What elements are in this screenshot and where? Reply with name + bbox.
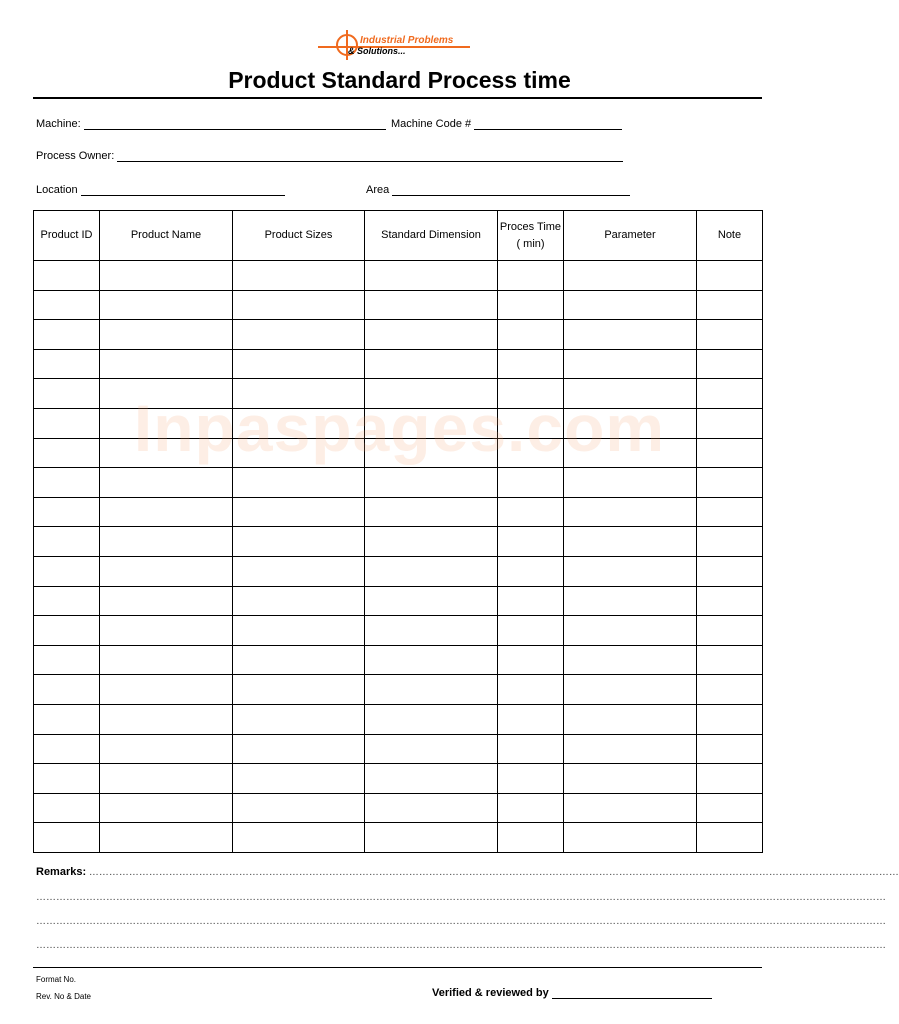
table-cell[interactable] [365, 527, 498, 557]
table-cell[interactable] [34, 586, 100, 616]
location-input-line[interactable] [81, 194, 285, 196]
table-cell[interactable] [564, 675, 697, 705]
remarks-line-2[interactable]: ………………………………………………………………………………………………………………………………………………………………………………………………………………………………… [36, 892, 886, 903]
table-cell[interactable] [233, 586, 365, 616]
table-cell[interactable] [365, 320, 498, 350]
table-cell[interactable] [100, 349, 233, 379]
table-row [34, 497, 763, 527]
table-row [34, 320, 763, 350]
logo-line-1: Industrial Problems [360, 35, 454, 46]
table-cell[interactable] [34, 645, 100, 675]
table-row [34, 527, 763, 557]
table-cell[interactable] [34, 527, 100, 557]
table-row [34, 704, 763, 734]
table-cell[interactable] [498, 556, 564, 586]
table-cell[interactable] [564, 261, 697, 291]
table-row [34, 349, 763, 379]
table-row [34, 645, 763, 675]
table-cell[interactable] [697, 645, 763, 675]
table-cell[interactable] [564, 320, 697, 350]
table-cell[interactable] [100, 556, 233, 586]
page-title: Product Standard Process time [228, 67, 571, 93]
table-cell[interactable] [233, 616, 365, 646]
table-cell[interactable] [34, 408, 100, 438]
table-cell[interactable] [233, 290, 365, 320]
table-cell[interactable] [100, 734, 233, 764]
table-cell[interactable] [697, 675, 763, 705]
header-product-sizes: Product Sizes [233, 211, 365, 261]
table-cell[interactable] [233, 320, 365, 350]
table-cell[interactable] [564, 497, 697, 527]
table-cell[interactable] [233, 704, 365, 734]
verified-field [432, 987, 712, 999]
table-cell[interactable] [498, 320, 564, 350]
table-cell[interactable] [498, 527, 564, 557]
table-cell[interactable] [564, 438, 697, 468]
table-cell[interactable] [365, 261, 498, 291]
table-cell[interactable] [697, 527, 763, 557]
table-cell[interactable] [34, 261, 100, 291]
header-process-time-line2: ( min) [516, 237, 545, 250]
table-cell[interactable] [233, 793, 365, 823]
table-cell[interactable] [100, 261, 233, 291]
table-cell[interactable] [34, 556, 100, 586]
table-cell[interactable] [498, 586, 564, 616]
table-row [34, 793, 763, 823]
table-cell[interactable] [233, 764, 365, 794]
header-standard-dimension: Standard Dimension [365, 211, 498, 261]
title-rule [33, 97, 762, 99]
table-cell[interactable] [697, 823, 763, 853]
table-cell[interactable] [564, 793, 697, 823]
table-cell[interactable] [233, 823, 365, 853]
rev-no-date: Rev. No & Date [36, 992, 91, 1001]
table-cell[interactable] [365, 468, 498, 498]
table-cell[interactable] [233, 497, 365, 527]
table-cell[interactable] [498, 793, 564, 823]
table-cell[interactable] [365, 586, 498, 616]
table-cell[interactable] [100, 704, 233, 734]
table-cell[interactable] [365, 497, 498, 527]
verified-label: Verified & reviewed by [432, 987, 549, 999]
watermark: Inpaspages.com [133, 391, 666, 465]
table-cell[interactable] [100, 586, 233, 616]
table-row [34, 468, 763, 498]
remarks-line-1 [36, 866, 899, 878]
table-cell[interactable] [34, 793, 100, 823]
table-cell[interactable] [498, 379, 564, 409]
table-body [34, 261, 763, 853]
table-cell[interactable] [498, 290, 564, 320]
table-row [34, 586, 763, 616]
table-cell[interactable] [233, 408, 365, 438]
process-time-table [33, 210, 763, 853]
table-row [34, 823, 763, 853]
table-cell[interactable] [498, 261, 564, 291]
table-cell[interactable] [100, 379, 233, 409]
table-cell[interactable] [498, 645, 564, 675]
table-cell[interactable] [697, 349, 763, 379]
table-cell[interactable] [34, 823, 100, 853]
area-field [366, 184, 630, 196]
table-cell[interactable] [564, 764, 697, 794]
table-row [34, 379, 763, 409]
machine-input-line[interactable] [84, 128, 386, 130]
table-cell[interactable] [564, 734, 697, 764]
table-cell[interactable] [697, 320, 763, 350]
table-cell[interactable] [697, 556, 763, 586]
machine-code-input-line[interactable] [474, 128, 622, 130]
table-cell[interactable] [498, 497, 564, 527]
table-cell[interactable] [697, 734, 763, 764]
table-cell[interactable] [100, 408, 233, 438]
table-cell[interactable] [564, 408, 697, 438]
table-cell[interactable] [233, 261, 365, 291]
table-cell[interactable] [365, 349, 498, 379]
table-cell[interactable] [498, 468, 564, 498]
table-cell[interactable] [34, 675, 100, 705]
table-cell[interactable] [365, 734, 498, 764]
table-cell[interactable] [233, 349, 365, 379]
table-cell[interactable] [564, 349, 697, 379]
header-note: Note [697, 211, 763, 261]
table-cell[interactable] [365, 764, 498, 794]
table-row [34, 734, 763, 764]
table-cell[interactable] [100, 438, 233, 468]
table-cell[interactable] [564, 468, 697, 498]
table-cell[interactable] [365, 823, 498, 853]
table-cell[interactable] [697, 704, 763, 734]
table-cell[interactable] [365, 556, 498, 586]
table-cell[interactable] [564, 379, 697, 409]
table-cell[interactable] [34, 290, 100, 320]
table-row [34, 438, 763, 468]
table-cell[interactable] [34, 438, 100, 468]
table-cell[interactable] [100, 675, 233, 705]
table-cell[interactable] [365, 438, 498, 468]
table-cell[interactable] [34, 320, 100, 350]
process-owner-field [36, 150, 623, 162]
table-cell[interactable] [498, 764, 564, 794]
table-cell[interactable] [233, 734, 365, 764]
table-cell[interactable] [498, 823, 564, 853]
table-cell[interactable] [697, 586, 763, 616]
remarks-line-4[interactable]: ………………………………………………………………………………………………………………………………………………………………………………………………………………………………… [36, 940, 886, 951]
table-cell[interactable] [498, 349, 564, 379]
location-label: Location [36, 184, 78, 196]
table-cell[interactable] [34, 349, 100, 379]
table-cell[interactable] [100, 468, 233, 498]
table-row [34, 616, 763, 646]
location-field [36, 184, 285, 196]
table-row [34, 408, 763, 438]
table-cell[interactable] [498, 438, 564, 468]
table-cell[interactable] [498, 616, 564, 646]
table-cell[interactable] [233, 379, 365, 409]
table-cell[interactable] [365, 704, 498, 734]
table-cell[interactable] [365, 290, 498, 320]
machine-code-label: Machine Code # [391, 118, 472, 130]
table-cell[interactable] [498, 734, 564, 764]
remarks-line-3[interactable]: ………………………………………………………………………………………………………………………………………………………………………………………………………………………………… [36, 916, 886, 927]
area-label: Area [366, 184, 390, 196]
logo-line-2: & Solutions... [348, 46, 406, 56]
header-process-time [498, 211, 564, 261]
table-cell[interactable] [365, 379, 498, 409]
table-cell[interactable] [365, 793, 498, 823]
table-row [34, 261, 763, 291]
table-cell[interactable] [498, 675, 564, 705]
remarks-dots-1[interactable]: ……………………………………………………………………………………………………………………………………………………………………………………………………………………… [88, 867, 899, 878]
table-cell[interactable] [697, 408, 763, 438]
table-cell[interactable] [697, 290, 763, 320]
table-cell[interactable] [564, 704, 697, 734]
table-cell[interactable] [564, 823, 697, 853]
table-row [34, 290, 763, 320]
format-no: Format No. [36, 975, 77, 984]
table-cell[interactable] [100, 320, 233, 350]
table-cell[interactable] [233, 645, 365, 675]
table-cell[interactable] [365, 645, 498, 675]
table-cell[interactable] [233, 556, 365, 586]
table-cell[interactable] [233, 468, 365, 498]
table-cell[interactable] [34, 497, 100, 527]
header-parameter: Parameter [564, 211, 697, 261]
table-cell[interactable] [100, 290, 233, 320]
area-input-line[interactable] [392, 194, 630, 196]
table-cell[interactable] [697, 793, 763, 823]
table-cell[interactable] [233, 527, 365, 557]
machine-code-field [391, 118, 622, 130]
table-cell[interactable] [34, 616, 100, 646]
table-header-row [34, 211, 763, 261]
table-cell[interactable] [365, 616, 498, 646]
header-product-name: Product Name [100, 211, 233, 261]
table-cell[interactable] [564, 586, 697, 616]
table-cell[interactable] [564, 556, 697, 586]
machine-field [36, 118, 386, 130]
table-cell[interactable] [697, 616, 763, 646]
table-cell[interactable] [697, 497, 763, 527]
table-cell[interactable] [365, 408, 498, 438]
table-cell[interactable] [564, 290, 697, 320]
table-cell[interactable] [498, 704, 564, 734]
table-cell[interactable] [100, 823, 233, 853]
table-cell[interactable] [34, 704, 100, 734]
table-cell[interactable] [34, 734, 100, 764]
table-cell[interactable] [697, 764, 763, 794]
company-logo [318, 34, 478, 64]
table-cell[interactable] [498, 408, 564, 438]
table-row [34, 764, 763, 794]
table-cell[interactable] [564, 616, 697, 646]
process-owner-input-line[interactable] [117, 160, 623, 162]
table-cell[interactable] [100, 793, 233, 823]
table-cell[interactable] [697, 468, 763, 498]
table-cell[interactable] [564, 527, 697, 557]
footer-rule [33, 967, 762, 968]
table-cell[interactable] [100, 616, 233, 646]
machine-label: Machine: [36, 118, 81, 130]
table-cell[interactable] [34, 764, 100, 794]
table-cell[interactable] [34, 468, 100, 498]
table-cell[interactable] [697, 261, 763, 291]
table-cell[interactable] [100, 764, 233, 794]
table-cell[interactable] [100, 645, 233, 675]
process-owner-label: Process Owner: [36, 150, 115, 162]
table-cell[interactable] [697, 379, 763, 409]
header-process-time-line1: Proces Time [499, 220, 562, 233]
verified-input-line[interactable] [552, 997, 712, 999]
table-cell[interactable] [564, 645, 697, 675]
header-product-id: Product ID [34, 211, 100, 261]
table-cell[interactable] [100, 497, 233, 527]
table-row [34, 556, 763, 586]
table-cell[interactable] [233, 675, 365, 705]
table-cell[interactable] [365, 675, 498, 705]
table-cell[interactable] [34, 379, 100, 409]
table-cell[interactable] [697, 438, 763, 468]
table-cell[interactable] [100, 527, 233, 557]
table-row [34, 675, 763, 705]
remarks-label: Remarks: [36, 866, 87, 878]
table-cell[interactable] [233, 438, 365, 468]
